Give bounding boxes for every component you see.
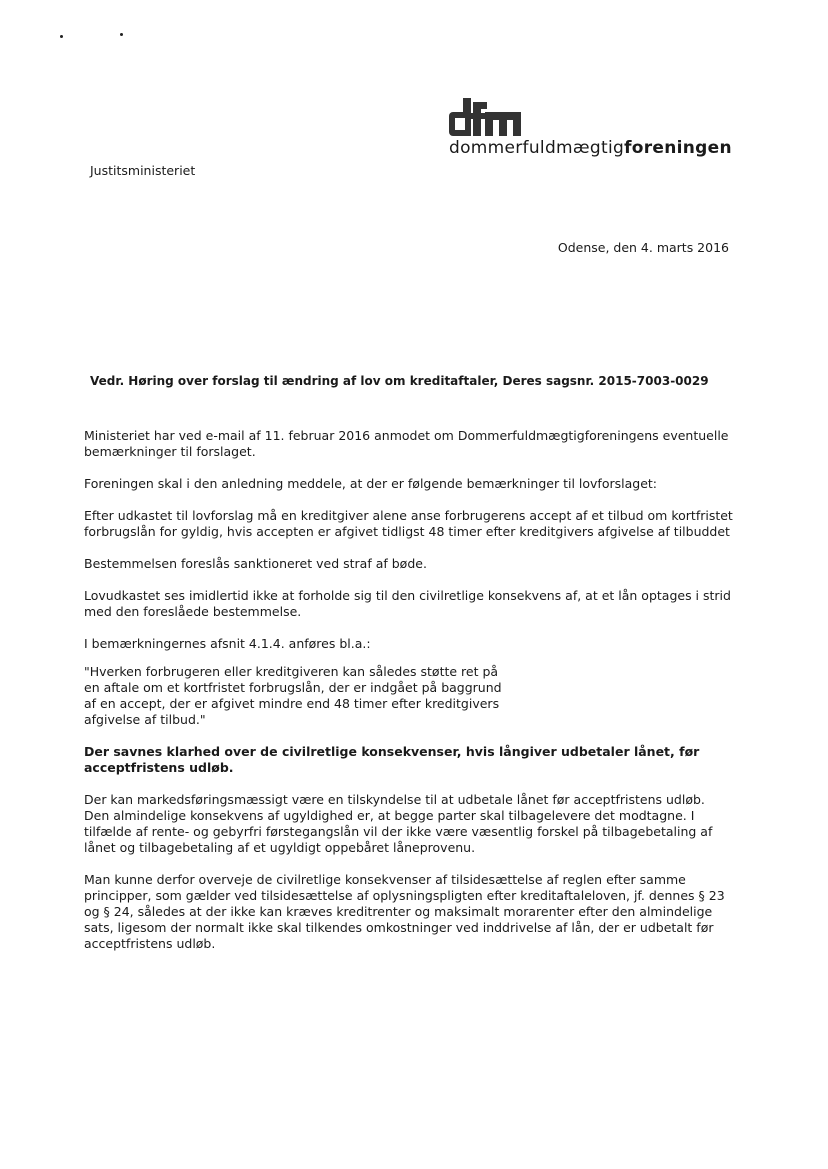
subject-line: Vedr. Høring over forslag til ændring af lov om kreditaftaler, Deres sagsnr. 2015-7003-0029 xyxy=(90,374,709,388)
quote-paragraph: "Hverken forbrugeren eller kreditgiveren kan således støtte ret på en aftale om et kortfristet forbrugslån, der er indgået på baggrund af en accept, der er afgivet mindre end 48 timer efter kreditgivers afgivelse af tilbud." xyxy=(84,664,502,727)
paragraph: Man kunne derfor overveje de civilretlige konsekvenser af tilsidesættelse af reglen efter samme principper, som gælder ved tilsidesættelse af oplysningspligten efter kreditaftaleloven, jf. dennes § 23 og § 24, således at der ikke kan kræves kreditrenter og maksimalt morarenter efter den almindelige sats, ligesom der normalt ikke skal tilkendes omkostninger ved inddrivelse af lån, der er udbetalt før acceptfristens udløb. xyxy=(84,872,725,951)
dfm-logo-icon xyxy=(449,98,521,136)
paragraph: Foreningen skal i den anledning meddele, at der er følgende bemærkninger til lovforslaget: xyxy=(84,476,657,491)
paragraph: Ministeriet har ved e-mail af 11. februar 2016 anmodet om Dommerfuldmægtigforeningens eventuelle bemærkninger til forslaget. xyxy=(84,428,729,459)
paragraph: Der kan markedsføringsmæssigt være en tilskyndelse til at udbetale lånet før acceptfristens udløb. Den almindelige konsekvens af ugyldighed er, at begge parter skal tilbagelevere det modtagne. I tilfælde af rente- og gebyrfri førstegangslån vil der ikke være væsentlig forskel på tilbagebetaling af lånet og tilbagebetaling af et ugyldigt oppebåret låneprovenu. xyxy=(84,792,713,855)
paragraph: Der savnes klarhed over de civilretlige konsekvenser, hvis långiver udbetaler lånet, før acceptfristens udløb. xyxy=(84,744,700,775)
paragraph: I bemærkningernes afsnit 4.1.4. anføres bl.a.: xyxy=(84,636,371,651)
letter-date: Odense, den 4. marts 2016 xyxy=(557,240,729,255)
scan-mark-dot xyxy=(60,35,63,38)
letter-body xyxy=(84,428,734,968)
paragraph: Efter udkastet til lovforslag må en kreditgiver alene anse forbrugerens accept af et tilbud om kortfristet forbrugslån for gyldig, hvis accepten er afgivet tidligst 48 timer efter kreditgivers afgivelse af tilbuddet xyxy=(84,508,733,539)
scan-mark-dot xyxy=(120,33,123,36)
paragraph: Lovudkastet ses imidlertid ikke at forholde sig til den civilretlige konsekvens af, at et lån optages i strid med den foreslåede bestemmelse. xyxy=(84,588,731,619)
paragraph: Bestemmelsen foreslås sanktioneret ved straf af bøde. xyxy=(84,556,427,571)
recipient: Justitsministeriet xyxy=(90,163,196,178)
letterhead-name: dommerfuldmægtigforeningen xyxy=(449,138,732,158)
